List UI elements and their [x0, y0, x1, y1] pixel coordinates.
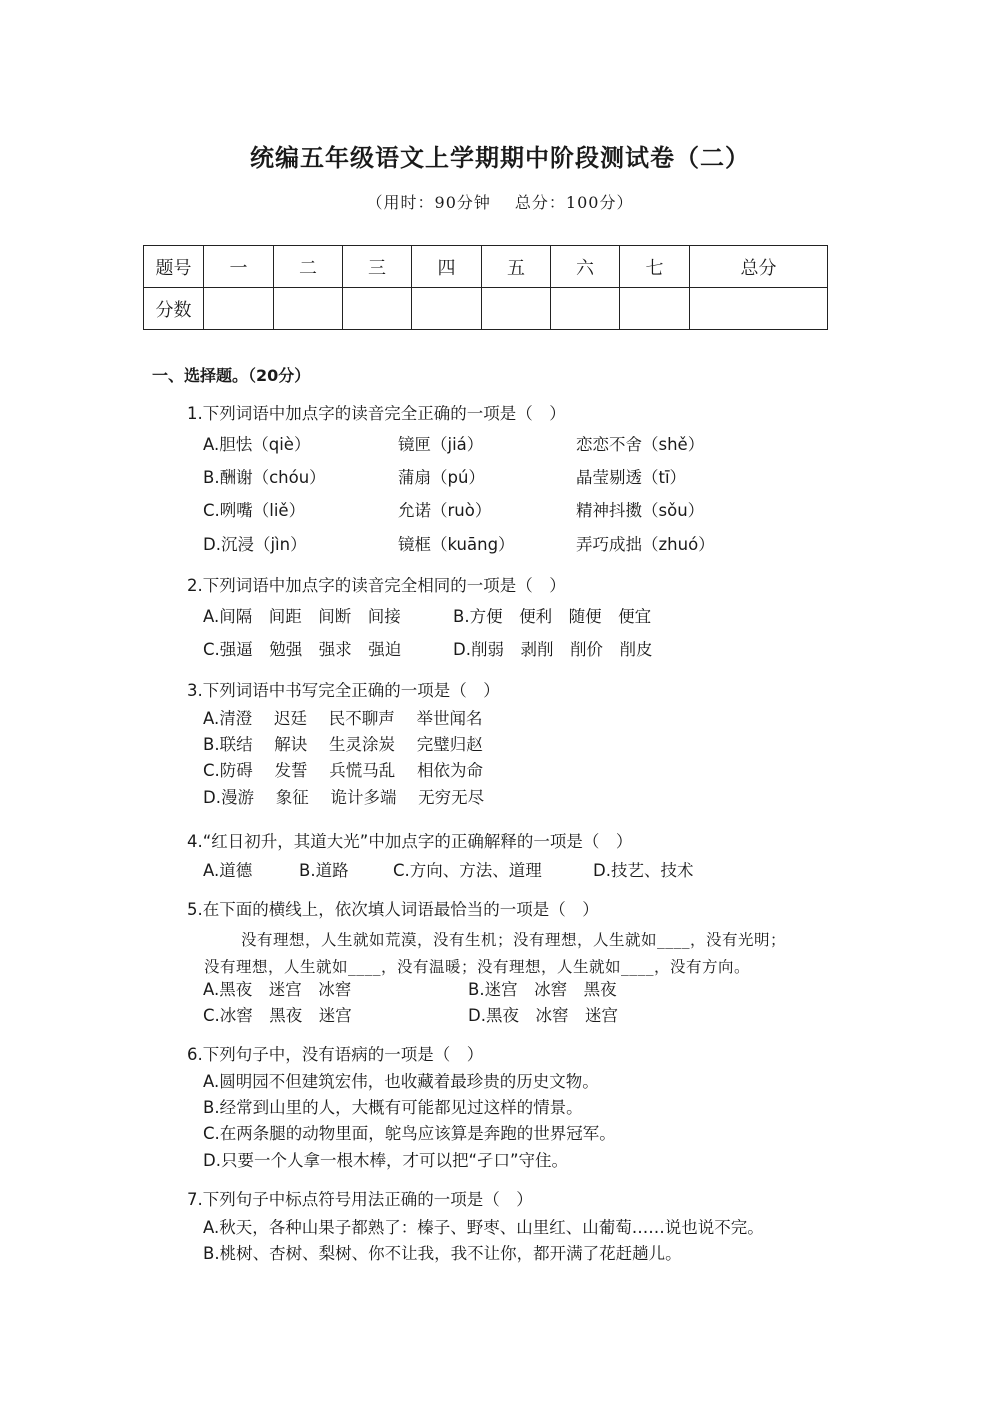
table-cell: 三 — [343, 246, 412, 288]
option-text: A.道德 — [203, 861, 253, 880]
question-6-option: A.圆明园不但建筑宏伟，也收藏着最珍贵的历史文物。 — [203, 1072, 599, 1091]
page-title: 统编五年级语文上学期期中阶段测试卷（二） — [250, 144, 750, 172]
option-text: 蒲扇（pú） — [398, 468, 485, 487]
option-text: 镜框（kuāng） — [398, 535, 515, 554]
table-cell: 二 — [274, 246, 343, 288]
question-6-option: D.只要一个人拿一根木棒，才可以把“孑口”守住。 — [203, 1151, 569, 1170]
time-limit: （用时：90分钟 — [366, 193, 491, 212]
question-5-stem: 5.在下面的横线上，依次填人词语最恰当的一项是（ ） — [187, 900, 599, 919]
score-blank-cell — [482, 288, 551, 330]
option-text: A.间隔 间距 间断 间接 — [203, 607, 401, 626]
section-heading: 一、选择题。（20分） — [152, 366, 311, 385]
option-text: B.迷宫 冰窖 黑夜 — [468, 980, 617, 999]
option-text: A.黑夜 迷宫 冰窖 — [203, 980, 352, 999]
option-text: 晶莹剔透（tī） — [576, 468, 687, 487]
total-score: 总分：100分） — [514, 193, 634, 212]
question-7-option: B.桃树、杏树、梨树、你不让我，我不让你，都开满了花赶趟儿。 — [203, 1244, 682, 1263]
question-3-stem: 3.下列词语中书写完全正确的一项是（ ） — [187, 681, 500, 700]
table-cell: 题号 — [144, 246, 204, 288]
table-cell: 六 — [551, 246, 620, 288]
question-3-option: A.清澄 迟廷 民不聊声 举世闻名 — [203, 709, 483, 728]
score-blank-cell — [620, 288, 690, 330]
option-text: D.沉浸（jìn） — [203, 535, 307, 554]
option-text: 弄巧成拙（zhuó） — [576, 535, 715, 554]
question-6-option: C.在两条腿的动物里面，鸵鸟应该算是奔跑的世界冠军。 — [203, 1124, 616, 1143]
question-3-option: D.漫游 象征 诡计多端 无穷无尽 — [203, 788, 485, 807]
score-table — [143, 245, 828, 330]
question-5-passage-line: 没有理想，人生就如____，没有温暖；没有理想，人生就如____，没有方向。 — [204, 958, 751, 976]
option-text: 精神抖擞（sǒu） — [576, 501, 705, 520]
option-text: C.咧嘴（liě） — [203, 501, 306, 520]
option-text: 恋恋不舍（shě） — [576, 435, 705, 454]
option-text: B.方便 便利 随便 便宜 — [453, 607, 652, 626]
question-7-option: A.秋天，各种山果子都熟了：榛子、野枣、山里红、山葡萄……说也说不完。 — [203, 1218, 764, 1237]
table-cell: 五 — [482, 246, 551, 288]
question-7-stem: 7.下列句子中标点符号用法正确的一项是（ ） — [187, 1190, 533, 1209]
option-text: 镜匣（jiá） — [398, 435, 484, 454]
question-5-passage-line: 没有理想，人生就如荒漠，没有生机；没有理想，人生就如____，没有光明； — [241, 931, 787, 949]
option-text: C.强逼 勉强 强求 强迫 — [203, 640, 402, 659]
option-text: 允诺（ruò） — [398, 501, 492, 520]
score-blank-cell — [412, 288, 482, 330]
question-1-stem: 1.下列词语中加点字的读音完全正确的一项是（ ） — [187, 404, 566, 423]
table-cell: 四 — [412, 246, 482, 288]
score-blank-cell — [343, 288, 412, 330]
option-text: D.削弱 剥削 削价 削皮 — [453, 640, 653, 659]
score-blank-cell — [690, 288, 828, 330]
table-cell: 七 — [620, 246, 690, 288]
option-text: C.冰窖 黑夜 迷宫 — [203, 1006, 352, 1025]
score-table-score-row — [144, 288, 828, 330]
question-3-option: B.联结 解诀 生灵涂炭 完璧归赵 — [203, 735, 483, 754]
question-4-stem: 4.“红日初升，其道大光”中加点字的正确解释的一项是（ ） — [187, 832, 633, 851]
option-text: D.技艺、技术 — [593, 861, 694, 880]
option-text: C.方向、方法、道理 — [393, 861, 542, 880]
question-3-option: C.防碍 发誓 兵慌马乱 相依为命 — [203, 761, 484, 780]
score-table-header-row — [144, 246, 828, 288]
option-text: A.胆怯（qiè） — [203, 435, 311, 454]
exam-info — [0, 190, 1000, 213]
score-blank-cell — [551, 288, 620, 330]
question-2-stem: 2.下列词语中加点字的读音完全相同的一项是（ ） — [187, 576, 566, 595]
option-text: B.酬谢（chóu） — [203, 468, 326, 487]
table-cell: 分数 — [144, 288, 204, 330]
score-blank-cell — [274, 288, 343, 330]
option-text: D.黑夜 冰窖 迷宫 — [468, 1006, 618, 1025]
table-cell: 总分 — [690, 246, 828, 288]
question-6-option: B.经常到山里的人，大概有可能都见过这样的情景。 — [203, 1098, 583, 1117]
score-blank-cell — [204, 288, 274, 330]
question-6-stem: 6.下列句子中，没有语病的一项是（ ） — [187, 1045, 484, 1064]
table-cell: 一 — [204, 246, 274, 288]
option-text: B.道路 — [299, 861, 349, 880]
